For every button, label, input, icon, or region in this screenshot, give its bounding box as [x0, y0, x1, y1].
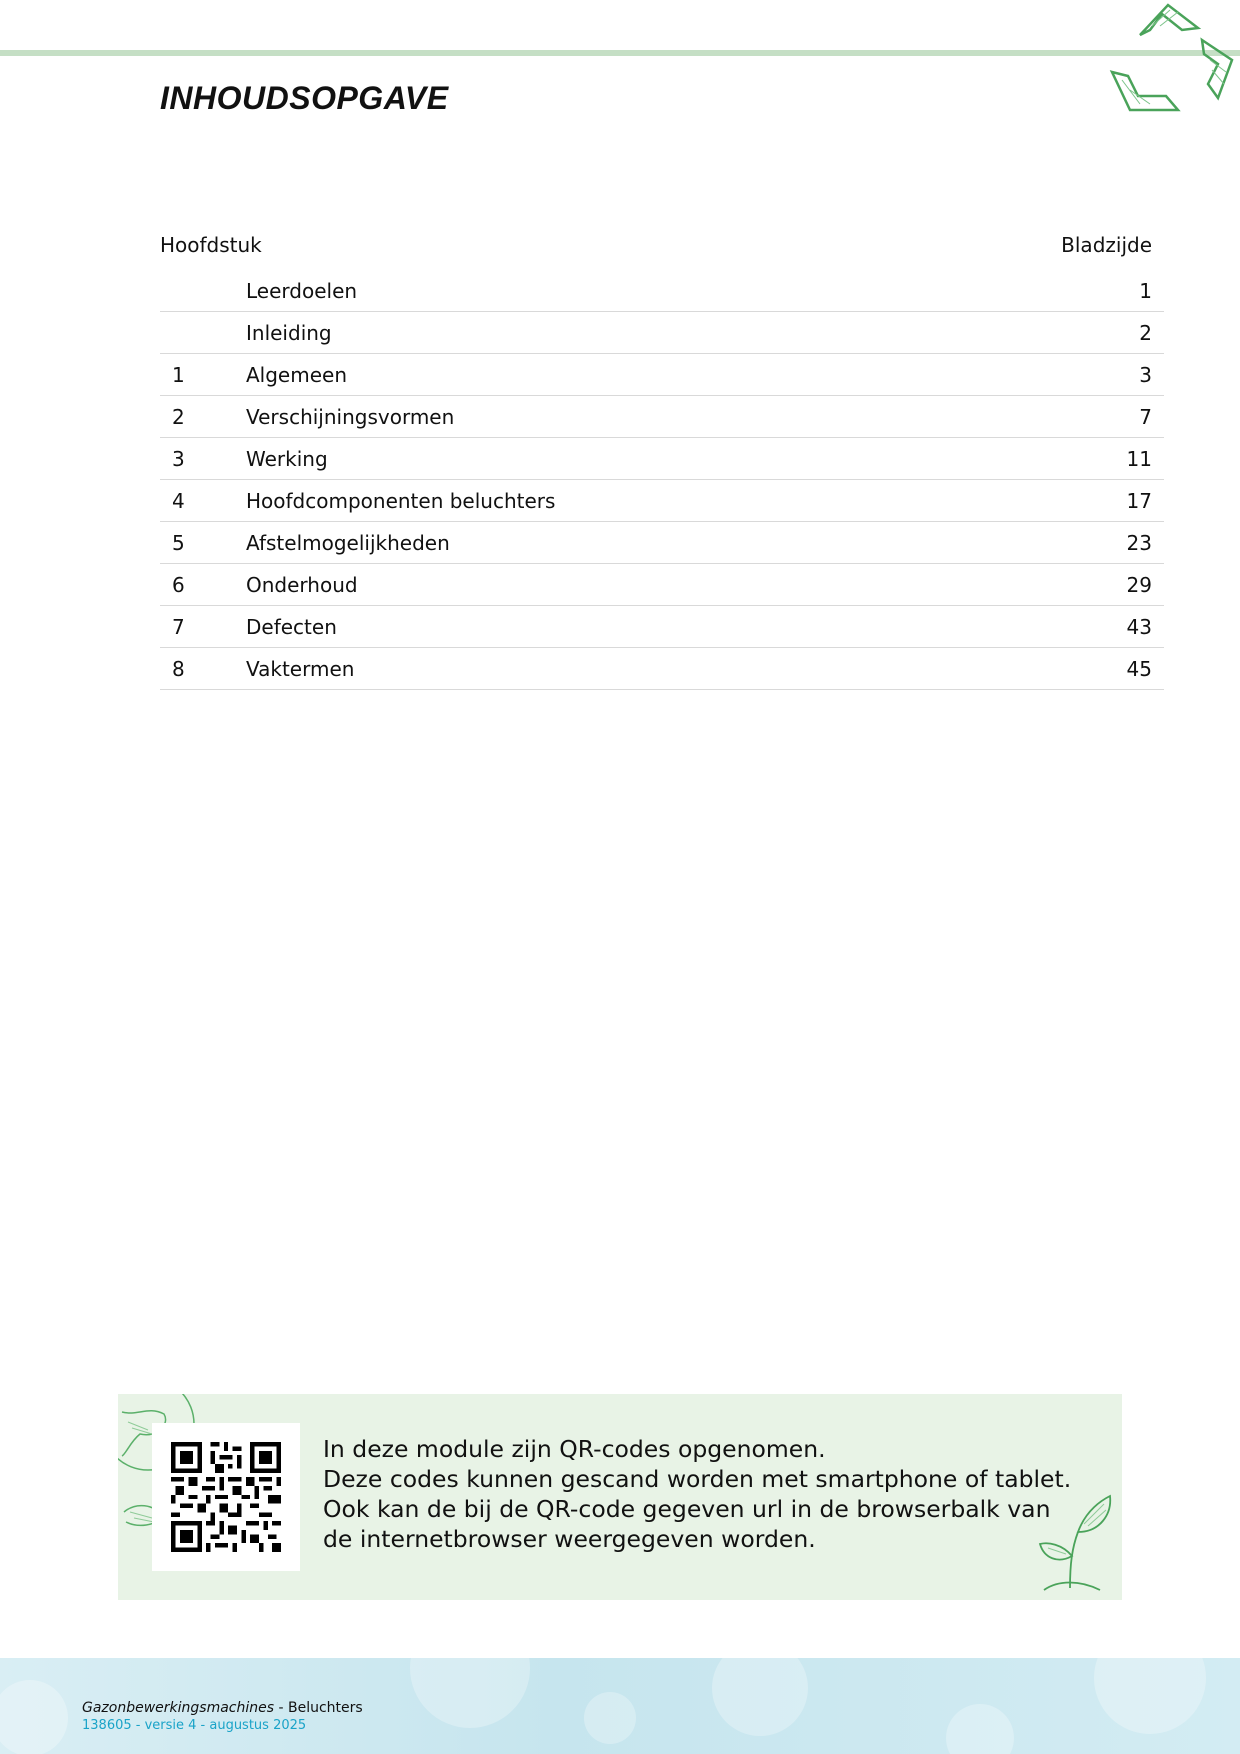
- toc-chapter-title: Vaktermen: [246, 656, 355, 681]
- footer-module-title: [82, 1700, 363, 1716]
- page-footer: [0, 1658, 1240, 1754]
- toc-row[interactable]: [160, 396, 1164, 438]
- toc-chapter-number: 8: [172, 656, 185, 681]
- toc-chapter-number: 2: [172, 404, 185, 429]
- toc-row[interactable]: [160, 564, 1164, 606]
- toc-row[interactable]: [160, 438, 1164, 480]
- toc-page-number: 7: [1139, 404, 1152, 429]
- toc-header: [160, 230, 1164, 260]
- toc-page-number: 1: [1139, 278, 1152, 303]
- toc-chapter-title: Leerdoelen: [246, 278, 358, 303]
- toc-chapter-number: 3: [172, 446, 185, 471]
- qr-notice-text: [323, 1434, 1072, 1554]
- toc-page-number: 45: [1126, 656, 1152, 681]
- sprout-icon: [1034, 1484, 1114, 1594]
- toc-chapter-number: 1: [172, 362, 185, 387]
- toc-page-number: 29: [1126, 572, 1152, 597]
- header-rule: [0, 50, 1240, 56]
- toc-chapter-title: Inleiding: [246, 320, 332, 345]
- recycle-icon: [1090, 0, 1240, 120]
- toc-chapter-number: 6: [172, 572, 185, 597]
- toc-chapter-title: Afstelmogelijkheden: [246, 530, 450, 555]
- qr-notice-line: In deze module zijn QR-codes opgenomen.: [323, 1435, 826, 1463]
- toc-chapter-number: 5: [172, 530, 185, 555]
- toc-page-number: 2: [1139, 320, 1152, 345]
- footer-version: 138605 - versie 4 - augustus 2025: [82, 1718, 307, 1733]
- toc-page-number: 17: [1126, 488, 1152, 513]
- toc-chapter-title: Werking: [246, 446, 328, 471]
- toc-chapter-number: 7: [172, 614, 185, 639]
- toc-chapter-header: Hoofdstuk: [160, 233, 262, 257]
- qr-notice-box: [118, 1394, 1122, 1600]
- toc-row[interactable]: [160, 270, 1164, 312]
- qr-notice-line: Ook kan de bij de QR-code gegeven url in de browserbalk van: [323, 1495, 1051, 1523]
- qr-code[interactable]: [152, 1423, 300, 1571]
- table-of-contents: [160, 230, 1164, 690]
- toc-chapter-title: Onderhoud: [246, 572, 358, 597]
- footer-module-name: Gazonbewerkingsmachines: [82, 1700, 275, 1716]
- footer-module-subject: - Beluchters: [274, 1700, 363, 1716]
- toc-page-number: 43: [1126, 614, 1152, 639]
- toc-row[interactable]: [160, 606, 1164, 648]
- toc-row[interactable]: [160, 480, 1164, 522]
- toc-page-number: 11: [1126, 446, 1152, 471]
- toc-chapter-number: 4: [172, 488, 185, 513]
- qr-notice-line: de internetbrowser weergegeven worden.: [323, 1525, 816, 1553]
- toc-chapter-title: Hoofdcomponenten beluchters: [246, 488, 556, 513]
- toc-chapter-title: Verschijningsvormen: [246, 404, 455, 429]
- toc-chapter-title: Algemeen: [246, 362, 348, 387]
- toc-page-number: 23: [1126, 530, 1152, 555]
- qr-code-icon: [171, 1442, 281, 1552]
- toc-chapter-title: Defecten: [246, 614, 337, 639]
- toc-page-number: 3: [1139, 362, 1152, 387]
- page-title: INHOUDSOPGAVE: [160, 80, 449, 116]
- toc-row[interactable]: [160, 648, 1164, 690]
- qr-notice-line: Deze codes kunnen gescand worden met smartphone of tablet.: [323, 1465, 1072, 1493]
- toc-row[interactable]: [160, 354, 1164, 396]
- toc-page-header: Bladzijde: [1061, 233, 1152, 257]
- toc-row[interactable]: [160, 522, 1164, 564]
- toc-row[interactable]: [160, 312, 1164, 354]
